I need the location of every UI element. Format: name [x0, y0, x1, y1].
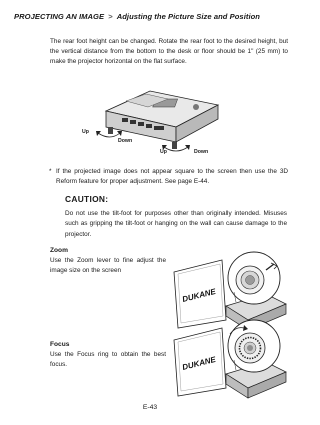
screen-brand-text: DUKANE [181, 286, 217, 304]
note-text: If the projected image does not appear square to the screen then use the 3D Reform feature for proper adjustment. See page E-44. [56, 168, 288, 185]
intro-paragraph: The rear foot height can be changed. Rotate the rear foot to the desired height, but the vertical distance from the bottom to the desk or floor should be 1" (25 mm) to make the projector horizontal on the flat surface. [50, 38, 288, 65]
header-section: PROJECTING AN IMAGE [14, 12, 105, 21]
focus-title: Focus [50, 341, 70, 348]
zoom-title: Zoom [50, 247, 68, 254]
screen-brand-text: DUKANE [181, 354, 217, 372]
header-subsection: Adjusting the Picture Size and Position [116, 12, 260, 21]
caution-text: Do not use the tilt-foot for purposes other than originally intended. Misuses such as gripping the tilt-foot or hanging on the wall can cause damage to the projector. [65, 210, 287, 238]
caution-title: CAUTION: [65, 194, 109, 204]
header-separator: > [108, 12, 113, 21]
focus-illustration [170, 318, 288, 404]
focus-text: Use the Focus ring to obtain the best focus. [50, 351, 166, 369]
label-up-right: Up [160, 149, 167, 155]
note-asterisk: * [49, 168, 52, 175]
tilt-foot-illustration [68, 87, 238, 157]
zoom-text: Use the Zoom lever to fine adjust the image size on the screen [50, 257, 166, 275]
projector-drawing [68, 87, 238, 157]
label-up-left: Up [82, 129, 89, 135]
page-header [14, 12, 294, 21]
label-down-right: Down [194, 149, 209, 155]
focus-ring-drawing [170, 318, 288, 404]
label-down-left: Down [118, 138, 133, 144]
note [49, 167, 288, 186]
page-number: E-43 [142, 404, 158, 411]
